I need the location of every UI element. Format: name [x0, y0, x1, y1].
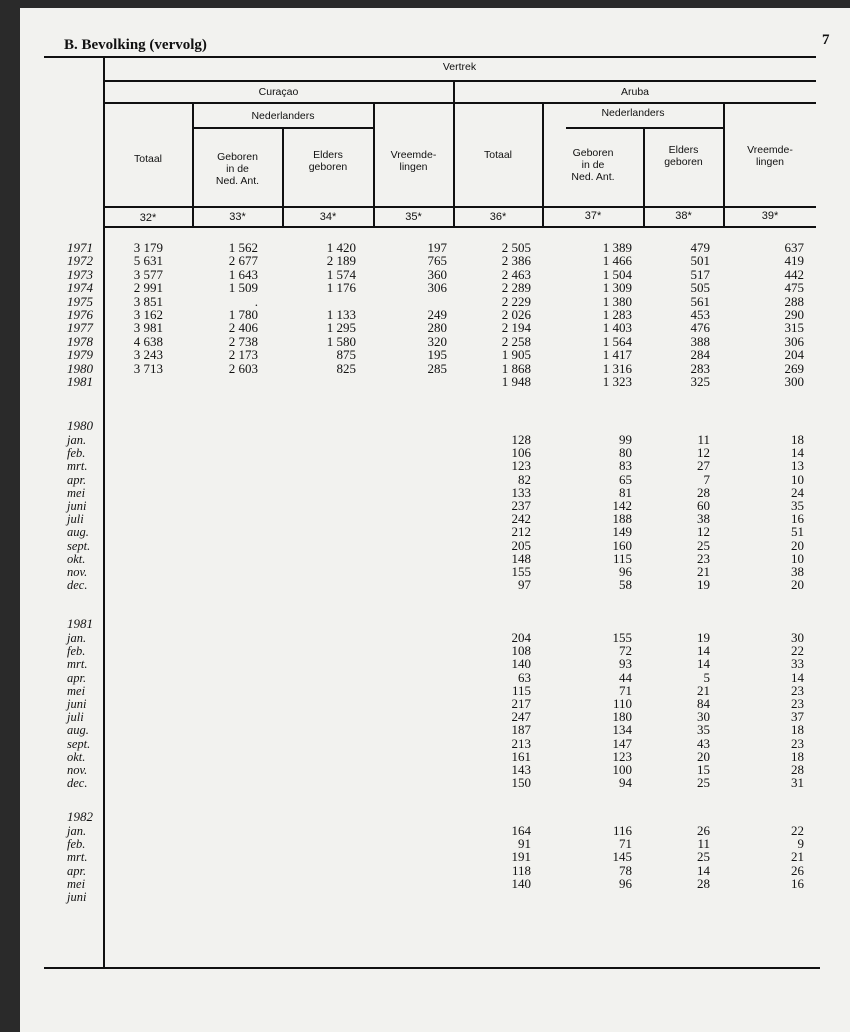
- row-label-month: okt.: [67, 551, 86, 566]
- annual-cell: 637: [784, 240, 804, 255]
- row-label-month: jan.: [67, 631, 87, 645]
- annual-cell: 475: [784, 280, 804, 296]
- annual-cell: 1 574: [326, 266, 356, 282]
- month-cell: 14: [791, 445, 804, 461]
- month-cell: 191: [511, 849, 531, 865]
- annual-cell: .: [254, 293, 258, 309]
- row-label-month: dec.: [67, 776, 88, 791]
- row-label-year: 1978: [67, 333, 93, 349]
- month-cell: 15: [697, 762, 710, 777]
- annual-cell: 1 580: [326, 333, 356, 349]
- annual-cell: 1 389: [602, 240, 632, 255]
- annual-cell: 3 162: [133, 307, 163, 322]
- header-nederlanders-aruba: Nederlanders: [601, 107, 665, 119]
- month-cell: 16: [791, 511, 804, 527]
- annual-cell: 1 564: [602, 333, 632, 349]
- row-label-month: juli: [67, 512, 84, 527]
- annual-cell: 2 677: [228, 253, 258, 269]
- month-cell: 100: [612, 762, 632, 777]
- month-cell: 217: [511, 696, 531, 711]
- month-cell: 27: [697, 458, 710, 474]
- annual-cell: 517: [690, 266, 710, 282]
- month-cell: 9: [797, 836, 804, 852]
- month-cell: 31: [791, 775, 804, 791]
- month-cell: 28: [791, 762, 804, 777]
- month-cell: 72: [619, 643, 632, 659]
- month-cell: 18: [791, 432, 804, 447]
- annual-cell: 2 289: [501, 280, 531, 296]
- annual-cell: 5 631: [133, 253, 163, 269]
- annual-cell: 288: [784, 293, 804, 309]
- month-cell: 97: [518, 577, 531, 593]
- row-label-year: 1973: [67, 266, 93, 282]
- row-label-year: 1976: [67, 307, 93, 322]
- month-cell: 28: [697, 875, 710, 891]
- month-cell: 38: [697, 511, 710, 527]
- month-cell: 134: [612, 722, 632, 738]
- annual-cell: 1 466: [602, 253, 632, 269]
- month-cell: 22: [791, 643, 804, 659]
- annual-cell: 3 851: [133, 293, 163, 309]
- month-cell: 204: [511, 630, 531, 645]
- month-cell: 37: [791, 709, 804, 725]
- month-cell: 145: [612, 849, 632, 865]
- month-cell: 164: [511, 823, 531, 838]
- annual-cell: 561: [690, 293, 710, 309]
- annual-cell: 2 229: [501, 293, 531, 309]
- header-nederlanders-curacao: Nederlanders: [251, 110, 315, 122]
- row-label-month: feb.: [67, 644, 86, 659]
- col-header-4: Vreemde- lingen: [390, 149, 437, 173]
- row-label-year: 1974: [67, 280, 93, 296]
- month-cell: 93: [619, 656, 632, 672]
- row-label-month: apr.: [67, 670, 87, 685]
- annual-cell: 1 509: [228, 280, 258, 296]
- row-label-month: juli: [67, 710, 84, 725]
- month-cell: 71: [619, 836, 632, 852]
- row-label-year: 1980: [67, 360, 93, 376]
- row-label-month: mrt.: [67, 657, 88, 672]
- month-cell: 26: [697, 823, 710, 838]
- row-label-year: 1977: [67, 320, 93, 336]
- block-year-label: 1981: [67, 616, 93, 631]
- month-cell: 21: [697, 564, 710, 579]
- month-cell: 10: [791, 471, 804, 487]
- month-cell: 30: [791, 630, 804, 645]
- annual-cell: 476: [690, 320, 710, 336]
- month-cell: 94: [619, 775, 632, 791]
- month-cell: 14: [697, 643, 710, 659]
- annual-cell: 825: [336, 360, 356, 376]
- month-cell: 38: [791, 564, 804, 579]
- month-cell: 187: [511, 722, 531, 738]
- month-cell: 23: [791, 682, 804, 698]
- month-cell: 149: [612, 524, 632, 540]
- annual-cell: 285: [427, 360, 447, 376]
- annual-cell: 453: [690, 307, 710, 322]
- month-cell: 161: [511, 748, 531, 764]
- annual-cell: 1 780: [228, 307, 258, 322]
- month-cell: 12: [697, 445, 710, 461]
- month-cell: 143: [511, 762, 531, 777]
- annual-cell: 442: [784, 266, 804, 282]
- annual-cell: 479: [690, 240, 710, 255]
- block-year-label: 1980: [67, 418, 93, 433]
- month-cell: 110: [612, 696, 632, 711]
- annual-cell: 1 643: [228, 266, 258, 282]
- row-label-month: jan.: [67, 433, 87, 447]
- row-label-month: aug.: [67, 723, 89, 738]
- annual-cell: 2 386: [501, 253, 531, 269]
- annual-cell: 2 026: [501, 307, 531, 322]
- row-label-month: juni: [67, 890, 87, 904]
- annual-cell: 2 505: [501, 240, 531, 255]
- month-cell: 84: [697, 696, 710, 711]
- month-cell: 23: [791, 696, 804, 711]
- row-label-month: sept.: [67, 538, 91, 553]
- annual-cell: 875: [336, 347, 356, 363]
- month-cell: 18: [791, 722, 804, 738]
- col-header-3: Elders geboren: [308, 149, 348, 173]
- annual-cell: 3 577: [133, 266, 163, 282]
- month-cell: 21: [697, 682, 710, 698]
- month-cell: 14: [697, 656, 710, 672]
- annual-cell: 388: [690, 333, 710, 349]
- col-header-7: Elders geboren: [664, 144, 703, 168]
- month-cell: 20: [697, 748, 710, 764]
- col-header-1: Totaal: [133, 153, 163, 165]
- month-cell: 213: [511, 735, 531, 751]
- block-year-label: 1982: [67, 809, 93, 824]
- annual-cell: 505: [690, 280, 710, 296]
- month-cell: 247: [511, 709, 531, 725]
- row-label-month: sept.: [67, 736, 91, 751]
- annual-cell: 360: [427, 266, 447, 282]
- month-cell: 20: [791, 537, 804, 553]
- month-cell: 237: [511, 498, 531, 513]
- col-header-6: Geboren in de Ned. Ant.: [571, 147, 615, 183]
- row-label-month: nov.: [67, 763, 88, 777]
- col-number-7: 38*: [675, 210, 692, 222]
- month-cell: 25: [697, 849, 710, 865]
- annual-cell: 1 316: [602, 360, 632, 376]
- top-rule: [44, 56, 816, 58]
- annual-cell: 1 948: [501, 374, 531, 389]
- row-label-month: mei: [67, 876, 86, 891]
- month-cell: 148: [511, 550, 531, 566]
- annual-cell: 1 420: [326, 240, 356, 255]
- month-cell: 19: [697, 630, 710, 645]
- month-cell: 78: [619, 862, 632, 878]
- month-cell: 7: [703, 471, 710, 487]
- month-cell: 20: [791, 577, 804, 593]
- col-header-2: Geboren in de Ned. Ant.: [215, 151, 260, 187]
- month-cell: 115: [511, 682, 531, 698]
- month-cell: 65: [619, 471, 632, 487]
- annual-cell: 290: [784, 307, 804, 322]
- month-cell: 35: [697, 722, 710, 738]
- annual-cell: 1 176: [326, 280, 356, 296]
- col-number-4: 35*: [405, 211, 422, 223]
- annual-cell: 2 738: [228, 333, 258, 349]
- annual-cell: 3 981: [133, 320, 163, 336]
- col-number-5: 36*: [489, 211, 507, 223]
- col-number-6: 37*: [584, 210, 602, 222]
- month-cell: 44: [619, 669, 632, 685]
- annual-cell: 204: [784, 347, 804, 363]
- month-cell: 80: [619, 445, 632, 461]
- annual-cell: 419: [784, 253, 804, 269]
- month-cell: 14: [697, 862, 710, 878]
- annual-cell: 1 403: [602, 320, 632, 336]
- month-cell: 28: [697, 484, 710, 500]
- col-header-5: Totaal: [483, 149, 513, 161]
- month-cell: 25: [697, 537, 710, 553]
- month-cell: 18: [791, 748, 804, 764]
- month-cell: 180: [612, 709, 632, 725]
- annual-cell: 4 638: [133, 333, 163, 349]
- month-cell: 23: [791, 735, 804, 751]
- month-cell: 96: [619, 564, 632, 579]
- annual-cell: 197: [427, 240, 447, 255]
- annual-cell: 1 380: [602, 293, 632, 309]
- row-label-month: dec.: [67, 578, 88, 593]
- annual-cell: 1 905: [501, 347, 531, 363]
- annual-cell: 315: [784, 320, 804, 336]
- month-cell: 108: [511, 643, 531, 659]
- month-cell: 81: [619, 484, 632, 500]
- month-cell: 106: [511, 445, 531, 461]
- header-vertrek: Vertrek: [442, 61, 477, 73]
- month-cell: 14: [791, 669, 804, 685]
- header-aruba: Aruba: [620, 86, 650, 98]
- row-label-month: mrt.: [67, 459, 88, 474]
- row-label-month: juni: [67, 697, 87, 711]
- annual-cell: 1 417: [602, 347, 632, 363]
- header-curacao: Curaçao: [258, 86, 299, 98]
- month-cell: 147: [612, 735, 632, 751]
- month-cell: 96: [619, 875, 632, 891]
- annual-cell: 249: [427, 307, 447, 322]
- month-cell: 150: [511, 775, 531, 791]
- annual-cell: 1 309: [602, 280, 632, 296]
- annual-cell: 2 406: [228, 320, 258, 336]
- annual-cell: 325: [690, 374, 710, 389]
- document-page: [20, 8, 850, 1032]
- annual-cell: 1 868: [501, 360, 531, 376]
- month-cell: 11: [697, 432, 710, 447]
- annual-cell: 1 323: [602, 374, 632, 389]
- month-cell: 12: [697, 524, 710, 540]
- month-cell: 26: [791, 862, 804, 878]
- row-label-month: feb.: [67, 837, 86, 852]
- month-cell: 10: [791, 550, 804, 566]
- month-cell: 82: [518, 471, 531, 487]
- month-cell: 11: [697, 836, 710, 852]
- annual-cell: 3 713: [133, 360, 163, 376]
- month-cell: 22: [791, 823, 804, 838]
- row-label-month: okt.: [67, 749, 86, 764]
- month-cell: 140: [511, 875, 531, 891]
- page-title: B. Bevolking (vervolg): [64, 37, 207, 53]
- month-cell: 30: [697, 709, 710, 725]
- row-label-year: 1972: [67, 253, 93, 269]
- month-cell: 35: [791, 498, 804, 513]
- annual-cell: 2 463: [501, 266, 531, 282]
- row-label-year: 1981: [67, 374, 93, 389]
- bottom-rule: [44, 967, 820, 969]
- month-cell: 91: [518, 836, 531, 852]
- row-label-month: mei: [67, 485, 86, 500]
- row-label-month: feb.: [67, 446, 86, 461]
- annual-cell: 306: [784, 333, 804, 349]
- month-cell: 21: [791, 849, 804, 865]
- month-cell: 140: [511, 656, 531, 672]
- month-cell: 83: [619, 458, 632, 474]
- annual-cell: 2 173: [228, 347, 258, 363]
- month-cell: 115: [612, 550, 632, 566]
- annual-cell: 300: [784, 374, 804, 389]
- annual-cell: 765: [427, 253, 447, 269]
- month-cell: 116: [612, 823, 632, 838]
- annual-cell: 2 258: [501, 333, 531, 349]
- row-label-month: mei: [67, 683, 86, 698]
- annual-cell: 1 562: [228, 240, 258, 255]
- month-cell: 43: [697, 735, 710, 751]
- row-label-month: jan.: [67, 824, 87, 838]
- annual-cell: 320: [427, 333, 447, 349]
- month-cell: 242: [511, 511, 531, 527]
- row-label-month: aug.: [67, 525, 89, 540]
- month-cell: 60: [697, 498, 710, 513]
- month-cell: 188: [612, 511, 632, 527]
- month-cell: 58: [619, 577, 632, 593]
- row-label-month: apr.: [67, 472, 87, 487]
- annual-cell: 195: [427, 347, 447, 363]
- month-cell: 205: [511, 537, 531, 553]
- month-cell: 128: [511, 432, 531, 447]
- annual-cell: 1 283: [602, 307, 632, 322]
- row-label-year: 1975: [67, 293, 93, 309]
- month-cell: 24: [791, 484, 804, 500]
- month-cell: 142: [612, 498, 632, 513]
- month-cell: 133: [511, 484, 531, 500]
- col-number-3: 34*: [319, 211, 337, 223]
- month-cell: 160: [612, 537, 632, 553]
- row-label-month: mrt.: [67, 850, 88, 865]
- annual-cell: 2 189: [326, 253, 356, 269]
- page-number: 7: [822, 32, 830, 48]
- col-number-1: 32*: [139, 212, 157, 224]
- month-cell: 123: [612, 748, 632, 764]
- stub-divider: [103, 56, 105, 968]
- annual-cell: 283: [690, 360, 710, 376]
- row-label-year: 1979: [67, 347, 93, 363]
- month-cell: 155: [511, 564, 531, 579]
- annual-cell: 269: [784, 360, 804, 376]
- month-cell: 16: [791, 875, 804, 891]
- month-cell: 63: [518, 669, 531, 685]
- annual-cell: 1 133: [326, 307, 356, 322]
- annual-cell: 1 504: [602, 266, 632, 282]
- annual-cell: 280: [427, 320, 447, 336]
- month-cell: 71: [619, 682, 632, 698]
- annual-cell: 2 603: [228, 360, 258, 376]
- col-header-8: Vreemde- lingen: [747, 144, 793, 168]
- month-cell: 25: [697, 775, 710, 791]
- month-cell: 51: [791, 524, 804, 540]
- annual-cell: 284: [690, 347, 710, 363]
- col-number-2: 33*: [229, 211, 246, 223]
- month-cell: 13: [791, 458, 804, 474]
- annual-cell: 2 991: [133, 280, 163, 296]
- annual-cell: 3 179: [133, 240, 163, 255]
- annual-cell: 3 243: [133, 347, 163, 363]
- month-cell: 19: [697, 577, 710, 593]
- col-number-8: 39*: [761, 210, 779, 222]
- month-cell: 5: [703, 669, 710, 685]
- annual-cell: 306: [427, 280, 447, 296]
- month-cell: 118: [511, 862, 531, 878]
- annual-cell: 2 194: [501, 320, 531, 336]
- row-label-month: apr.: [67, 863, 87, 878]
- row-label-year: 1971: [67, 240, 93, 255]
- month-cell: 33: [791, 656, 804, 672]
- month-cell: 23: [697, 550, 710, 566]
- annual-cell: 1 295: [326, 320, 356, 336]
- month-cell: 123: [511, 458, 531, 474]
- month-cell: 212: [511, 524, 531, 540]
- annual-cell: 501: [690, 253, 710, 269]
- month-cell: 155: [612, 630, 632, 645]
- row-label-month: nov.: [67, 565, 88, 579]
- month-cell: 99: [619, 432, 632, 447]
- row-label-month: juni: [67, 499, 87, 513]
